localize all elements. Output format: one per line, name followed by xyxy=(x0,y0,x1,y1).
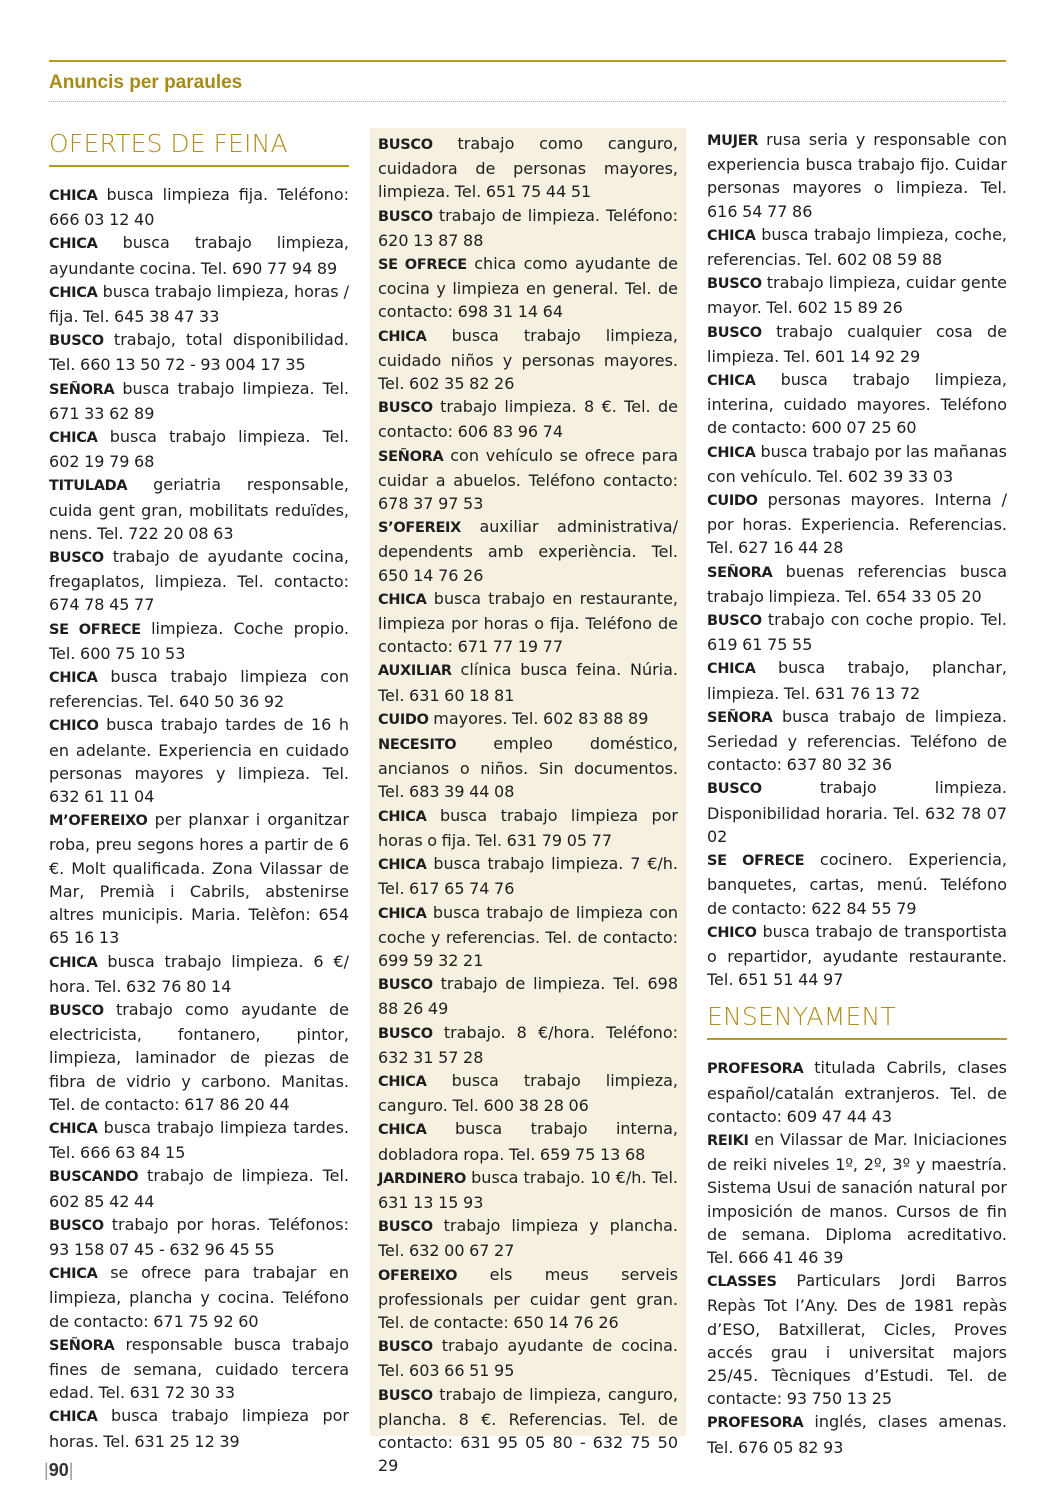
ad-keyword: REIKI xyxy=(707,1132,749,1149)
ad-text: Particulars Jordi Barros Repàs Tot l’Any. Des de 1981 repàs d’ESO, Batxillerat, Cicles, Proves accés grau i universitat majors 25/45. Tècniques d’Estudi. Tel. de contacte: 93 750 13 25 xyxy=(707,1271,1007,1409)
ad-keyword: BUSCO xyxy=(707,613,762,630)
column-2 xyxy=(370,128,686,1476)
ad-keyword: CHICA xyxy=(707,227,756,244)
ad-text: trabajo de ayudante cocina, fregaplatos, limpieza. Tel. contacto: 674 78 45 77 xyxy=(49,547,349,615)
classified-ad xyxy=(49,665,349,713)
ad-keyword: BUSCO xyxy=(49,1217,104,1234)
ad-keyword: JARDINERO xyxy=(378,1170,467,1187)
classified-ad xyxy=(378,852,678,900)
ad-text: se ofrece para trabajar en limpieza, plancha y cocina. Teléfono de contacto: 671 75 92 60 xyxy=(49,1263,349,1331)
classified-ad xyxy=(49,1213,349,1261)
classified-ad xyxy=(707,776,1007,848)
ad-text: busca trabajo. 10 €/h. Tel. 631 13 15 93 xyxy=(378,1167,678,1212)
ad-keyword: SEÑORA xyxy=(49,381,115,398)
classified-ad xyxy=(707,920,1007,992)
ad-keyword: CHICA xyxy=(707,661,756,678)
ad-text: trabajo por horas. Teléfonos: 93 158 07 45 - 632 96 45 55 xyxy=(49,1214,349,1259)
ad-text: auxiliar administrativa/ dependents amb experiència. Tel. 650 14 76 26 xyxy=(378,517,678,585)
classified-ad xyxy=(378,324,678,396)
classified-ad xyxy=(49,183,349,231)
ad-keyword: CHICO xyxy=(49,718,99,735)
classified-ad xyxy=(378,732,678,804)
ad-text: busca trabajo de transportista o repartidor, ayudante restaurante. Tel. 651 51 44 97 xyxy=(707,921,1007,990)
classified-ad xyxy=(707,368,1007,440)
classified-ad xyxy=(378,515,678,587)
ad-keyword: CHICA xyxy=(707,444,756,461)
ad-text: inglés, clases amenas. Tel. 676 05 82 93 xyxy=(707,1412,1007,1457)
classified-ad xyxy=(49,1116,349,1164)
classified-ad xyxy=(378,252,678,324)
ad-keyword: BUSCO xyxy=(378,208,433,225)
ad-text: busca trabajo limpieza. 7 €/h. Tel. 617 65 74 76 xyxy=(378,854,678,899)
classified-ad xyxy=(378,204,678,252)
classified-ad xyxy=(378,658,678,706)
ad-text: busca trabajo limpieza. 6 €/ hora. Tel. 632 76 80 14 xyxy=(49,951,349,996)
ad-text: cocinero. Experiencia, banquetes, cartas, menú. Teléfono de contacto: 622 84 55 79 xyxy=(707,850,1007,918)
ad-text: busca trabajo limpieza, horas / fija. Tel. 645 38 47 33 xyxy=(49,281,349,327)
ad-keyword: BUSCO xyxy=(378,400,433,417)
ad-keyword: CHICA xyxy=(378,808,427,825)
ad-keyword: CHICA xyxy=(49,188,98,204)
section-title: Anuncis per paraules xyxy=(49,72,243,93)
ad-text: trabajo de limpieza. Teléfono: 620 13 87 88 xyxy=(378,205,678,250)
classified-ad xyxy=(378,1334,678,1382)
classified-ad xyxy=(378,901,678,973)
ad-text: busca trabajo limpieza por horas o fija. Tel. 631 79 05 77 xyxy=(378,805,678,850)
page-number-value: 90 xyxy=(48,1460,69,1480)
classified-ad xyxy=(707,1410,1007,1458)
ad-keyword: MUJER xyxy=(707,133,759,149)
ad-text: trabajo limpieza. 8 €. Tel. de contacto: 606 83 96 74 xyxy=(378,397,678,442)
classified-ad xyxy=(49,328,349,376)
ad-keyword: BUSCANDO xyxy=(49,1169,139,1186)
classified-ad xyxy=(49,1404,349,1452)
classified-ad xyxy=(49,808,349,949)
ad-keyword: TITULADA xyxy=(49,478,128,495)
ad-keyword: BUSCO xyxy=(707,324,762,341)
classified-ad xyxy=(49,998,349,1116)
ad-text: trabajo limpieza y plancha. Tel. 632 00 67 27 xyxy=(378,1216,678,1261)
ad-text: busca trabajo limpieza con referencias. Tel. 640 50 36 92 xyxy=(49,667,349,712)
ad-keyword: BUSCO xyxy=(378,1339,433,1356)
classified-ad xyxy=(49,713,349,808)
ad-text: trabajo con coche propio. Tel. 619 61 75 55 xyxy=(707,610,1007,655)
classified-ad xyxy=(378,1021,678,1069)
ad-text: con vehículo se ofrece para cuidar a abuelos. Teléfono contacto: 678 37 97 53 xyxy=(378,445,678,514)
ad-keyword: BUSCO xyxy=(707,781,762,798)
ad-keyword: SEÑORA xyxy=(707,564,773,581)
ad-keyword: BUSCO xyxy=(378,1387,433,1404)
ad-keyword: CHICA xyxy=(49,284,98,301)
ad-text: busca trabajo limpieza, ayundante cocina. Tel. 690 77 94 89 xyxy=(49,233,349,278)
ad-text: busca trabajo limpieza, canguro. Tel. 600 38 28 06 xyxy=(378,1070,678,1116)
ad-text: trabajo como ayudante de electricista, fontanero, pintor, limpieza, laminador de piezas de fibra de vidrio y carbono. Manitas. Tel. de contacto: 617 86 20 44 xyxy=(49,999,349,1114)
ads-list xyxy=(707,128,1007,991)
ads-list xyxy=(707,1056,1007,1458)
ad-text: trabajo ayudante de cocina. Tel. 603 66 51 95 xyxy=(378,1336,678,1381)
classified-ad xyxy=(707,223,1007,271)
ad-text: trabajo limpieza. Disponibilidad horaria. Tel. 632 78 07 02 xyxy=(707,778,1007,846)
ad-keyword: CHICA xyxy=(49,954,98,971)
classified-ad xyxy=(49,425,349,473)
ad-text: busca trabajo, planchar, limpieza. Tel. 631 76 13 72 xyxy=(707,658,1007,703)
ad-keyword: BUSCO xyxy=(49,1002,104,1019)
ad-keyword: CHICA xyxy=(49,430,98,447)
classified-ad xyxy=(378,1166,678,1214)
ad-keyword: CHICA xyxy=(378,857,427,874)
ad-keyword: BUSCO xyxy=(49,550,104,567)
classified-ad xyxy=(49,473,349,545)
classified-ad xyxy=(49,231,349,279)
ad-text: els meus serveis professionals per cuidar gent gran. Tel. de contacte: 650 14 76 26 xyxy=(378,1264,678,1332)
classified-ad xyxy=(49,377,349,425)
classified-ad xyxy=(707,320,1007,368)
classified-ad xyxy=(49,545,349,617)
ad-text: busca trabajo tardes de 16 h en adelante. Experiencia en cuidado personas mayores y limpieza. Tel. 632 61 11 04 xyxy=(49,715,349,807)
ad-keyword: SEÑORA xyxy=(49,1337,115,1354)
ad-keyword: CHICA xyxy=(49,670,98,687)
classified-ad xyxy=(707,560,1007,608)
classified-ad xyxy=(49,950,349,998)
ad-keyword: CLASSES xyxy=(707,1274,777,1291)
ad-text: geriatria responsable, cuida gent gran, mobilitats reduïdes, nens. Tel. 722 20 08 63 xyxy=(49,475,349,543)
ad-keyword: PROFESORA xyxy=(707,1415,804,1432)
ad-text: busca trabajo limpieza. Tel. 671 33 62 89 xyxy=(49,378,349,423)
ad-text: busca trabajo limpieza, coche, referencias. Tel. 602 08 59 88 xyxy=(707,224,1007,270)
ad-keyword: M’OFEREIXO xyxy=(49,813,148,830)
ad-text: busca trabajo limpieza tardes. Tel. 666 63 84 15 xyxy=(49,1117,349,1163)
ad-text: empleo doméstico, ancianos o niños. Sin documentos. Tel. 683 39 44 08 xyxy=(378,734,678,802)
ad-keyword: SE OFRECE xyxy=(707,853,805,870)
ad-text: busca trabajo limpieza, cuidado niños y personas mayores. Tel. 602 35 82 26 xyxy=(378,325,678,394)
ad-text: rusa seria y responsable con experiencia busca trabajo fijo. Cuidar personas mayores o limpieza. Tel. 616 54 77 86 xyxy=(707,130,1007,221)
ad-keyword: AUXILIAR xyxy=(378,663,452,680)
ad-keyword: CHICA xyxy=(49,1266,98,1283)
ad-keyword: NECESITO xyxy=(378,737,457,754)
heading-ensenyament: ENSENYAMENT xyxy=(707,1001,1007,1040)
ad-keyword: BUSCO xyxy=(378,1219,433,1236)
classified-ad xyxy=(707,1128,1007,1269)
ad-keyword: BUSCO xyxy=(49,333,104,350)
ad-text: trabajo, total disponibilidad. Tel. 660 13 50 72 - 93 004 17 35 xyxy=(49,330,349,375)
ad-keyword: CHICA xyxy=(49,1120,98,1137)
classified-ad xyxy=(378,1214,678,1262)
ads-list xyxy=(378,132,678,1477)
ad-keyword: OFEREIXO xyxy=(378,1267,458,1284)
ad-text: limpieza. Coche propio. Tel. 600 75 10 53 xyxy=(49,618,349,663)
ad-keyword: BUSCO xyxy=(378,1025,433,1042)
ad-text: personas mayores. Interna / por horas. Experiencia. Referencias. Tel. 627 16 44 28 xyxy=(707,490,1007,558)
ad-keyword: CHICA xyxy=(378,328,427,345)
classified-ad xyxy=(378,132,678,204)
ad-keyword: CHICA xyxy=(378,1122,427,1139)
ad-keyword: SE OFRECE xyxy=(378,257,467,274)
classified-ad xyxy=(707,271,1007,319)
ad-text: trabajo como canguro, cuidadora de personas mayores, limpieza. Tel. 651 75 44 51 xyxy=(378,134,678,202)
ad-keyword: CHICA xyxy=(49,236,98,253)
ad-text: trabajo cualquier cosa de limpieza. Tel. 601 14 92 29 xyxy=(707,321,1007,366)
ad-keyword: SE OFRECE xyxy=(49,621,141,638)
ad-keyword: PROFESORA xyxy=(707,1061,804,1078)
column-1 xyxy=(49,128,349,1453)
ad-text: trabajo de limpieza, canguro, plancha. 8 €. Referencias. Tel. de contacto: 631 95 05 80 - 632 75 50 29 xyxy=(378,1384,678,1476)
ad-keyword: CHICO xyxy=(707,924,757,941)
ad-keyword: CHICA xyxy=(49,1409,98,1426)
classified-ad xyxy=(378,587,678,659)
classified-ad xyxy=(49,1261,349,1333)
top-rule xyxy=(49,60,1006,62)
ad-keyword: CHICA xyxy=(378,1073,427,1090)
classified-ad xyxy=(707,705,1007,777)
classified-ad xyxy=(707,608,1007,656)
classified-ad xyxy=(378,1383,678,1478)
heading-ofertes-de-feina: OFERTES DE FEINA xyxy=(49,128,349,167)
ad-text: busca trabajo por las mañanas con vehículo. Tel. 602 39 33 03 xyxy=(707,441,1007,486)
classified-ad xyxy=(378,804,678,852)
ad-text: en Vilassar de Mar. Iniciaciones de reiki niveles 1º, 2º, 3º y maestría. Sistema Usui de sanación natural por imposición de manos. Cursos de fin de semana. Diploma acreditativo. Tel. 666 41 46 39 xyxy=(707,1129,1007,1267)
page-number: |90| xyxy=(44,1460,74,1480)
ad-text: trabajo. 8 €/hora. Teléfono: 632 31 57 28 xyxy=(378,1022,678,1067)
ad-keyword: CHICA xyxy=(707,373,756,390)
classified-ad xyxy=(378,395,678,443)
classified-ad xyxy=(49,1333,349,1405)
ad-text: buenas referencias busca trabajo limpieza. Tel. 654 33 05 20 xyxy=(707,561,1007,606)
ad-text: busca trabajo de limpieza. Seriedad y referencias. Teléfono de contacto: 637 80 32 36 xyxy=(707,706,1007,775)
ad-text: busca trabajo limpieza, interina, cuidado mayores. Teléfono de contacto: 600 07 25 60 xyxy=(707,370,1007,438)
ad-keyword: CUIDO xyxy=(378,711,429,728)
ad-text: titulada Cabrils, clases español/catalán extranjeros. Tel. de contacto: 609 47 44 43 xyxy=(707,1058,1007,1126)
ad-text: trabajo limpieza, cuidar gente mayor. Tel. 602 15 89 26 xyxy=(707,273,1007,318)
classified-ad xyxy=(49,280,349,328)
classified-ad xyxy=(707,1056,1007,1128)
ad-text: trabajo de limpieza. Tel. 698 88 26 49 xyxy=(378,974,678,1019)
ad-text: chica como ayudante de cocina y limpieza en general. Tel. de contacto: 698 31 14 64 xyxy=(378,254,679,322)
classified-ad xyxy=(49,1164,349,1212)
ads-list xyxy=(49,183,349,1453)
ad-keyword: SEÑORA xyxy=(707,709,773,726)
ad-text: busca trabajo de limpieza con coche y referencias. Tel. de contacto: 699 59 32 21 xyxy=(378,902,678,970)
classified-ad xyxy=(707,440,1007,488)
column-3 xyxy=(707,128,1007,1459)
classified-ad xyxy=(378,972,678,1020)
ad-keyword: BUSCO xyxy=(378,137,433,153)
ad-text: busca trabajo interna, dobladora ropa. Tel. 659 75 13 68 xyxy=(378,1119,678,1164)
ad-text: busca trabajo en restaurante, limpieza por horas o fija. Teléfono de contacto: 671 77 19 77 xyxy=(378,588,678,657)
classified-ad xyxy=(707,1269,1007,1410)
classified-ad xyxy=(378,444,678,516)
ad-text: per planxar i organitzar roba, preu segons hores a partir de 6 €. Molt qualificada. Zona Vilassar de Mar, Premià i Cabrils, abstenirse altres municipis. Maria. Telèfon: 654 65 16 13 xyxy=(49,810,349,948)
ad-text: trabajo de limpieza. Tel. 602 85 42 44 xyxy=(49,1166,349,1211)
ad-keyword: CHICA xyxy=(378,591,427,608)
classified-ad xyxy=(378,1069,678,1117)
ad-text: busca trabajo limpieza. Tel. 602 19 79 68 xyxy=(49,427,349,472)
ad-text: busca limpieza fija. Teléfono: 666 03 12 40 xyxy=(49,185,349,230)
ad-keyword: SEÑORA xyxy=(378,448,444,465)
ad-text: mayores. Tel. 602 83 88 89 xyxy=(428,708,649,728)
ad-keyword: CHICA xyxy=(378,905,427,922)
classified-ad xyxy=(707,656,1007,704)
classified-ad xyxy=(378,1263,678,1335)
ad-text: busca trabajo limpieza por horas. Tel. 631 25 12 39 xyxy=(49,1406,349,1451)
ad-text: responsable busca trabajo fines de semana, cuidado tercera edad. Tel. 631 72 30 33 xyxy=(49,1334,349,1403)
classified-ad xyxy=(707,848,1007,920)
classified-ad xyxy=(378,707,678,732)
ad-keyword: S’OFEREIX xyxy=(378,520,462,537)
classified-ad xyxy=(49,617,349,665)
classified-ad xyxy=(707,488,1007,560)
classified-ad xyxy=(707,128,1007,223)
ad-keyword: BUSCO xyxy=(378,977,433,994)
ad-keyword: CUIDO xyxy=(707,493,758,510)
ad-keyword: BUSCO xyxy=(707,276,762,293)
dotted-divider xyxy=(49,101,1006,102)
ad-text: clínica busca feina. Núria. Tel. 631 60 18 81 xyxy=(378,660,678,705)
classified-ad xyxy=(378,1117,678,1165)
